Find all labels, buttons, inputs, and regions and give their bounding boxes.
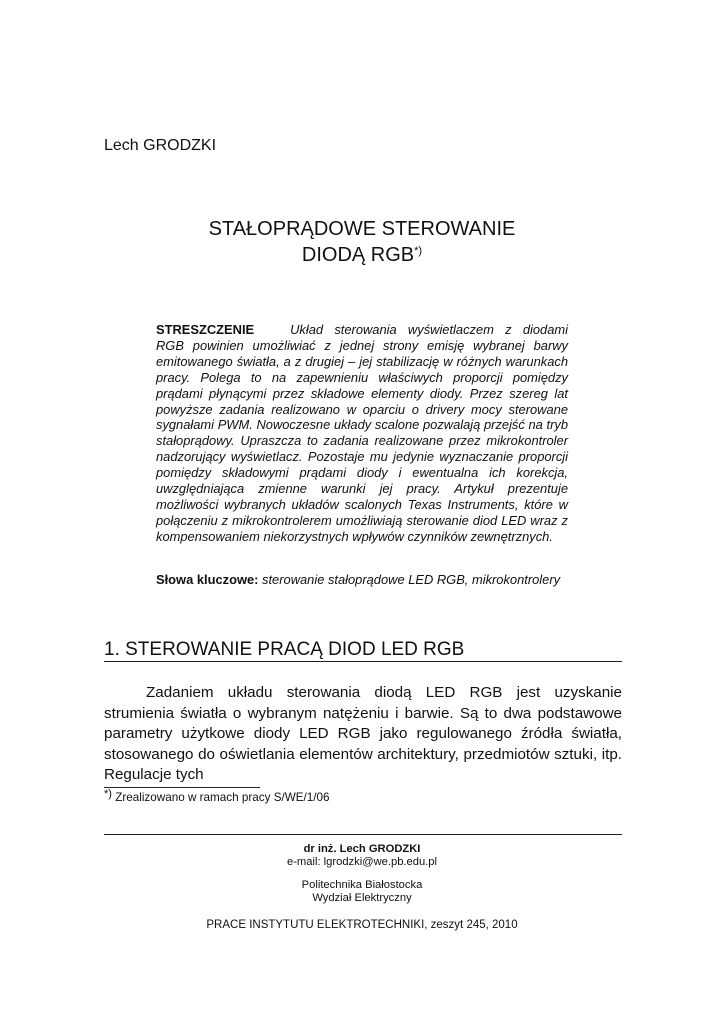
contact-university: Politechnika Białostocka bbox=[301, 879, 423, 891]
contact-email: e-mail: lgrodzki@we.pb.edu.pl bbox=[286, 856, 438, 868]
section-heading: 1. STEROWANIE PRACĄ DIOD LED RGB bbox=[104, 639, 465, 660]
keywords bbox=[156, 572, 586, 588]
section-heading-rule bbox=[104, 661, 622, 662]
abstract-label: STRESZCZENIE bbox=[156, 322, 255, 337]
paper-title-line-2 bbox=[0, 242, 724, 268]
journal-citation: PRACE INSTYTUTU ELEKTROTECHNIKI, zeszyt 245, 2010 bbox=[206, 919, 518, 931]
author-name: Lech GRODZKI bbox=[104, 137, 217, 154]
contact-rule bbox=[104, 834, 622, 835]
title-footnote-mark: *) bbox=[414, 245, 423, 257]
contact-department: Wydział Elektryczny bbox=[312, 892, 412, 904]
keywords-value: sterowanie stałoprądowe LED RGB, mikrokontrolery bbox=[262, 572, 561, 587]
abstract bbox=[156, 322, 568, 545]
paper-title-line-2-text: DIODĄ RGB bbox=[301, 244, 415, 266]
keywords-label: Słowa kluczowe: bbox=[156, 572, 259, 587]
footnote-rule bbox=[104, 787, 260, 788]
paper-title-line-1: STAŁOPRĄDOWE STEROWANIE bbox=[208, 218, 516, 240]
footnote bbox=[104, 790, 330, 806]
contact-name: dr inż. Lech GRODZKI bbox=[303, 843, 421, 855]
footnote-text: Zrealizowano w ramach pracy S/WE/1/06 bbox=[111, 791, 330, 804]
footnote-mark: *) bbox=[104, 788, 112, 800]
body-paragraph: Zadaniem układu sterowania diodą LED RGB jest uzyskanie strumienia światła o wybranym natężeniu i barwie. Są to dwa podstawowe parametry użytkowe diody LED RGB jako regulowanego źródła światła, stosowanego do oświetlania elementów architektury, przedmiotów sztuki, itp. Regulacje tych bbox=[104, 684, 622, 784]
abstract-text: Układ sterowania wyświetlaczem z diodami RGB powinien umożliwiać z jednej strony emisję wybranej barwy emitowanego światła, a z drugiej – jej stabilizację w różnych warunkach pracy. Polega to na zapewnieniu właściwych proporcji pomiędzy prądami płynącymi przez składowe elementy diody. Przez szereg lat powyższe zadania realizowano w oparciu o drivery mocy sterowane sygnałami PWM. Nowoczesne układy scalone pozwalają przejść na tryb stałoprądowy. Upraszcza to zadania realizowane przez mikrokontroler nadzorujący wyświetlacz. Pozostaje mu jedynie wyznaczanie proporcji pomiędzy składowymi prądami diody i ewentualna ich korekcja, uwzględniająca zmienne warunki jej pracy. Artykuł prezentuje możliwości wybranych układów scalonych Texas Instruments, które w połączeniu z mikrokontrolerem umożliwiają sterowanie diod LED wraz z kompensowaniem niekorzystnych wpływów czynników zewnętrznych. bbox=[156, 322, 568, 544]
